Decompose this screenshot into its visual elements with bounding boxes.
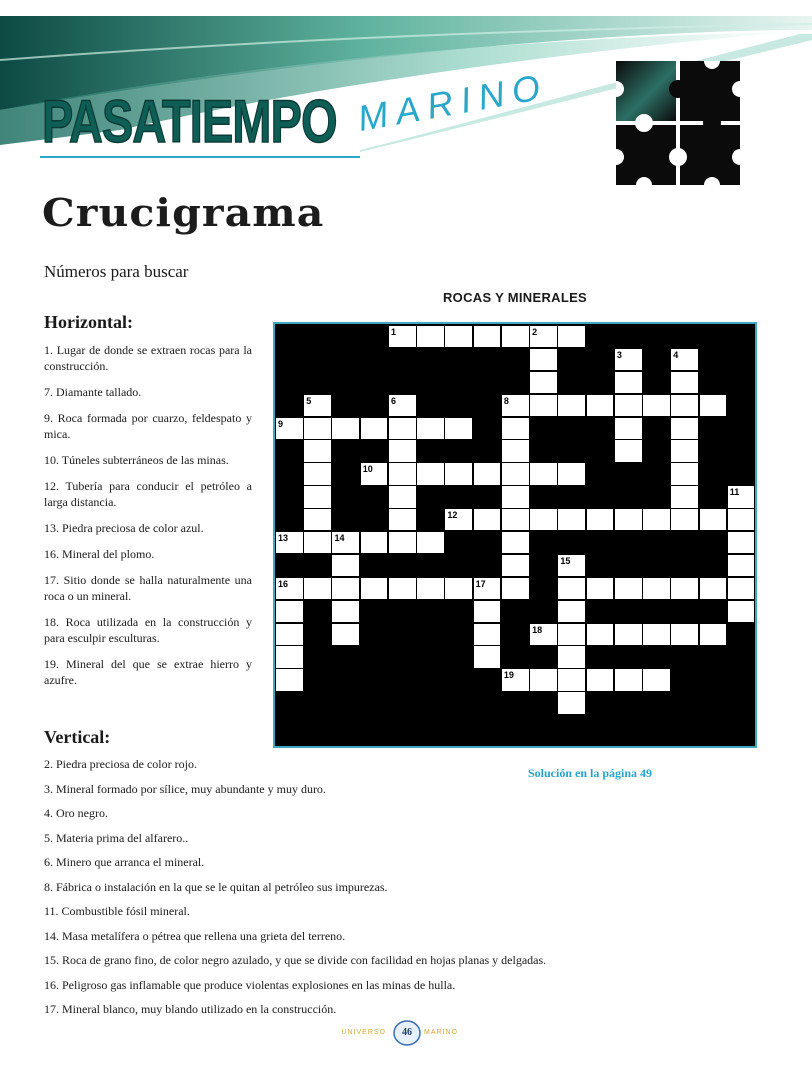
footer-right: MARINO — [424, 1029, 458, 1036]
grid-cell[interactable] — [304, 532, 331, 553]
vertical-clue: 11. Combustible fósil mineral. — [44, 904, 190, 918]
grid-cell[interactable] — [558, 601, 585, 622]
grid-cell[interactable] — [389, 440, 416, 461]
grid-cell[interactable] — [615, 509, 642, 530]
horizontal-clue: 1. Lugar de donde se extraen rocas para la construcción. — [44, 343, 252, 373]
crossword-title: ROCAS Y MINERALES — [442, 290, 588, 305]
grid-cell[interactable] — [587, 509, 614, 530]
grid-cell[interactable] — [332, 578, 359, 599]
horizontal-clue: 7. Diamante tallado. — [44, 385, 142, 399]
grid-cell[interactable] — [332, 418, 359, 439]
grid-cell[interactable] — [671, 418, 698, 439]
grid-cell[interactable] — [332, 555, 359, 576]
clue-number: 1 — [390, 327, 396, 337]
horizontal-clue: 17. Sitio donde se halla naturalmente una roca o un mineral. — [44, 573, 252, 603]
brand-subtitle: MARINO — [354, 65, 551, 140]
grid-cell[interactable] — [417, 532, 444, 553]
grid-cell[interactable] — [304, 578, 331, 599]
grid-cell[interactable] — [587, 624, 614, 645]
grid-cell[interactable] — [389, 418, 416, 439]
grid-cell[interactable] — [615, 372, 642, 393]
grid-cell[interactable] — [558, 646, 585, 667]
grid-cell[interactable] — [276, 669, 303, 690]
grid-cell[interactable] — [558, 692, 585, 713]
footer-left: UNIVERSO — [341, 1029, 386, 1036]
vertical-clue: 3. Mineral formado por sílice, muy abundante y muy duro. — [44, 781, 326, 796]
grid-cell[interactable] — [474, 646, 501, 667]
grid-cell[interactable] — [445, 418, 472, 439]
grid-cell[interactable] — [502, 578, 529, 599]
clue-number: 19 — [503, 670, 514, 681]
vertical-clue: 6. Minero que arranca el mineral. — [44, 855, 205, 869]
clue-number: 18 — [532, 624, 543, 635]
grid-cell[interactable] — [474, 624, 501, 645]
grid-cell[interactable] — [502, 532, 529, 553]
grid-cell[interactable] — [728, 555, 755, 576]
grid-cell[interactable] — [276, 646, 303, 667]
grid-cell[interactable] — [530, 395, 557, 416]
grid-cell[interactable] — [502, 326, 529, 347]
vertical-clue: 17. Mineral blanco, muy blando utilizado en la construcción. — [44, 1002, 337, 1016]
section-title: Crucigrama — [42, 190, 325, 235]
grid-cell[interactable] — [389, 463, 416, 484]
brand-underline — [40, 156, 360, 158]
horizontal-clue: 10. Túneles subterráneos de las minas. — [44, 453, 229, 467]
crossword-grid — [275, 324, 755, 746]
horizontal-heading: Horizontal: — [44, 312, 133, 332]
grid-cell[interactable] — [728, 509, 755, 530]
puzzle-pieces-icon — [616, 61, 740, 185]
grid-cell[interactable] — [671, 578, 698, 599]
subheading: Números para buscar — [44, 262, 189, 281]
grid-cell[interactable] — [361, 532, 388, 553]
grid-cell[interactable] — [643, 395, 670, 416]
grid-cell[interactable] — [615, 418, 642, 439]
grid-cell[interactable] — [700, 624, 727, 645]
grid-cell[interactable] — [587, 578, 614, 599]
solution-note: Solución en la página 49 — [528, 766, 653, 780]
grid-cell[interactable] — [530, 372, 557, 393]
grid-cell[interactable] — [728, 578, 755, 599]
grid-cell[interactable] — [417, 418, 444, 439]
vertical-clue: 15. Roca de grano fino, de color negro azulado, y que se divide con facilidad en hojas planas y delgadas. — [44, 953, 547, 967]
grid-cell[interactable] — [389, 486, 416, 507]
clue-number: 12 — [447, 510, 458, 521]
clue-number: 3 — [616, 349, 622, 360]
grid-cell[interactable] — [417, 578, 444, 599]
grid-cell[interactable] — [445, 326, 472, 347]
grid-cell[interactable] — [502, 486, 529, 507]
vertical-heading: Vertical: — [44, 727, 111, 747]
grid-cell[interactable] — [587, 395, 614, 416]
vertical-clue: 2. Piedra preciosa de color rojo. — [44, 757, 197, 771]
grid-cell[interactable] — [558, 326, 585, 347]
grid-cell[interactable] — [530, 463, 557, 484]
grid-cell[interactable] — [615, 440, 642, 461]
grid-cell[interactable] — [276, 601, 303, 622]
grid-cell[interactable] — [474, 463, 501, 484]
clue-number: 11 — [729, 487, 740, 498]
grid-cell[interactable] — [502, 509, 529, 530]
grid-cell[interactable] — [671, 486, 698, 507]
clue-number: 15 — [560, 555, 571, 566]
grid-cell[interactable] — [700, 578, 727, 599]
clue-number: 8 — [503, 395, 509, 406]
grid-cell[interactable] — [389, 509, 416, 530]
grid-cell[interactable] — [558, 395, 585, 416]
clue-number: 10 — [362, 464, 373, 475]
horizontal-clue: 16. Mineral del plomo. — [44, 547, 155, 561]
grid-cell[interactable] — [530, 509, 557, 530]
vertical-clue: 5. Materia prima del alfarero.. — [44, 830, 189, 845]
grid-cell[interactable] — [332, 601, 359, 622]
horizontal-clue: 19. Mineral del que se extrae hierro y azufre. — [44, 657, 252, 687]
horizontal-clue: 9. Roca formada por cuarzo, feldespato y mica. — [44, 411, 252, 441]
grid-cell[interactable] — [530, 349, 557, 370]
clue-number: 17 — [475, 578, 486, 589]
clue-number: 6 — [390, 395, 396, 406]
clue-number: 16 — [278, 578, 289, 589]
grid-cell[interactable] — [587, 669, 614, 690]
grid-cell[interactable] — [615, 624, 642, 645]
grid-cell[interactable] — [671, 440, 698, 461]
grid-cell[interactable] — [530, 669, 557, 690]
clue-number: 4 — [673, 349, 679, 360]
grid-cell[interactable] — [502, 555, 529, 576]
footer — [0, 1020, 812, 1046]
vertical-clue: 4. Oro negro. — [44, 806, 108, 820]
grid-cell[interactable] — [361, 418, 388, 439]
clue-number: 14 — [334, 533, 345, 543]
clue-number: 13 — [278, 533, 289, 543]
grid-cell[interactable] — [304, 418, 331, 439]
grid-cell[interactable] — [474, 326, 501, 347]
grid-cell[interactable] — [304, 440, 331, 461]
grid-cell[interactable] — [671, 509, 698, 530]
grid-cell[interactable] — [389, 532, 416, 553]
grid-cell[interactable] — [445, 463, 472, 484]
grid-cell[interactable] — [502, 440, 529, 461]
grid-cell[interactable] — [728, 601, 755, 622]
page-number: 46 — [402, 1027, 412, 1038]
grid-cell[interactable] — [417, 326, 444, 347]
grid-cell[interactable] — [700, 395, 727, 416]
grid-cell[interactable] — [643, 509, 670, 530]
clue-number: 5 — [306, 395, 312, 406]
grid-cell[interactable] — [558, 578, 585, 599]
brand-title: PASATIEMPO — [42, 88, 337, 155]
grid-cell[interactable] — [615, 578, 642, 599]
grid-cell[interactable] — [558, 624, 585, 645]
grid-cell[interactable] — [643, 624, 670, 645]
grid-cell[interactable] — [671, 395, 698, 416]
clue-number: 2 — [532, 327, 538, 337]
vertical-clue: 8. Fábrica o instalación en la que se le quitan al petróleo sus impurezas. — [44, 879, 388, 894]
grid-cell[interactable] — [643, 578, 670, 599]
grid-cell[interactable] — [417, 463, 444, 484]
grid-cell[interactable] — [445, 578, 472, 599]
grid-cell[interactable] — [474, 509, 501, 530]
horizontal-clue: 18. Roca utilizada en la construcción y para esculpir esculturas. — [44, 615, 252, 645]
vertical-clues — [44, 756, 644, 1026]
grid-cell[interactable] — [502, 418, 529, 439]
grid-cell[interactable] — [304, 509, 331, 530]
clue-number: 7 — [475, 395, 481, 406]
grid-cell[interactable] — [615, 395, 642, 416]
grid-cell[interactable] — [615, 669, 642, 690]
grid-cell[interactable] — [361, 578, 388, 599]
grid-cell[interactable] — [643, 669, 670, 690]
horizontal-clue: 12. Tubería para conducir el petróleo a larga distancia. — [44, 479, 252, 509]
grid-cell[interactable] — [671, 624, 698, 645]
clue-number: 9 — [278, 418, 284, 429]
vertical-clue: 14. Masa metalífera o pétrea que rellena una grieta del terreno. — [44, 928, 346, 943]
horizontal-clue: 13. Piedra preciosa de color azul. — [44, 521, 204, 535]
grid-cell[interactable] — [728, 532, 755, 553]
grid-cell[interactable] — [332, 624, 359, 645]
grid-cell[interactable] — [558, 463, 585, 484]
grid-cell[interactable] — [700, 509, 727, 530]
grid-cell[interactable] — [558, 669, 585, 690]
grid-cell[interactable] — [502, 463, 529, 484]
vertical-clue: 16. Peligroso gas inflamable que produce violentas explosiones en las minas de hulla. — [44, 977, 456, 992]
grid-cell[interactable] — [671, 463, 698, 484]
grid-cell[interactable] — [304, 486, 331, 507]
grid-cell[interactable] — [474, 601, 501, 622]
grid-cell[interactable] — [276, 624, 303, 645]
grid-cell[interactable] — [389, 578, 416, 599]
grid-cell[interactable] — [671, 372, 698, 393]
grid-cell[interactable] — [558, 509, 585, 530]
horizontal-clues — [44, 342, 252, 698]
grid-cell[interactable] — [304, 463, 331, 484]
